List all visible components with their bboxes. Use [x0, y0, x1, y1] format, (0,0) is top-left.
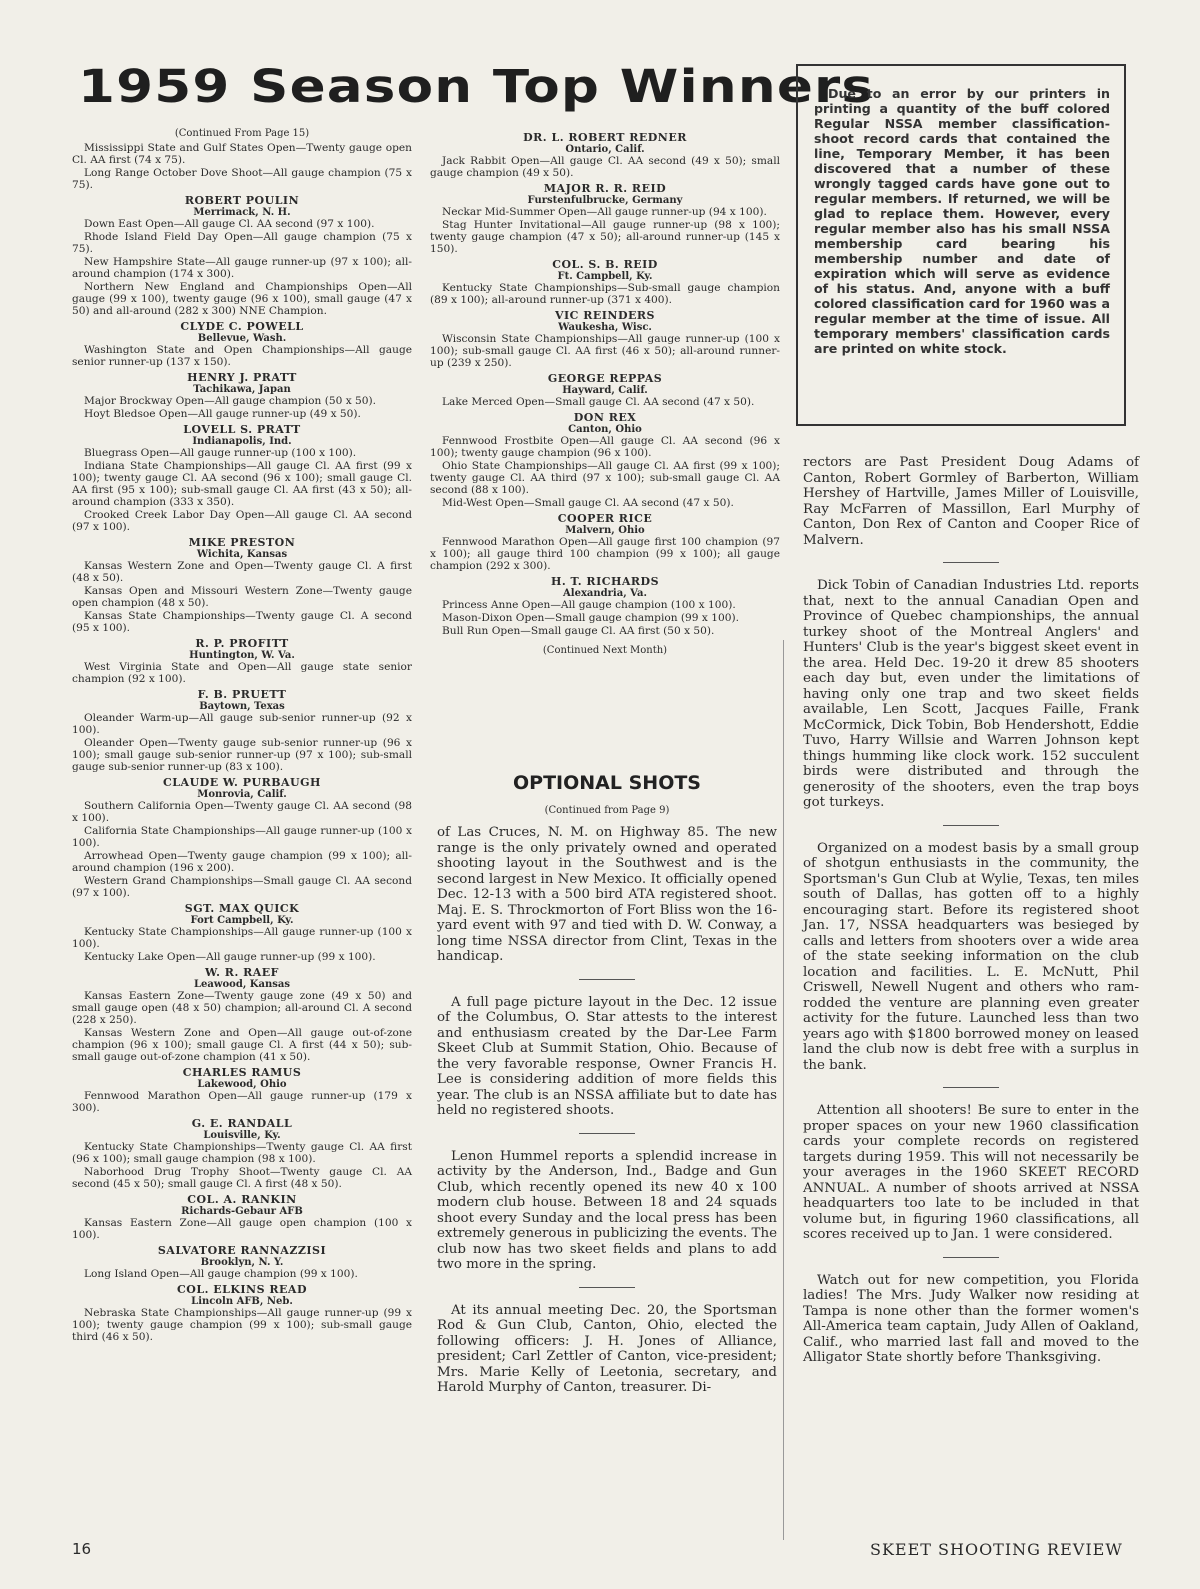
winner-location: Fort Campbell, Ky. — [190, 915, 294, 926]
entry-line: Bull Run Open—Small gauge Cl. AA first (50 x 50). — [442, 625, 715, 637]
entry-line: Kansas Western Zone and Open—All gauge out-of-zone champion (96 x 100); small gauge Cl. A first (44 x 50); sub-small gauge out-of-zone champion (41 x 50). — [72, 1027, 412, 1063]
winner-location: Baytown, Texas — [199, 701, 285, 712]
body-paragraph: rectors are Past President Doug Adams of Canton, Robert Gormley of Barberton, William Hershey of Hartville, James Miller of Louisville, Ray McFarren of Massillon, Earl Murphy of Canton, Don Rex of Canton and Cooper Rice of Malvern. — [803, 455, 1139, 548]
winner-entry — [72, 321, 412, 368]
paragraph-separator — [579, 1287, 635, 1288]
winner-name: COL. ELKINS READ — [177, 1283, 307, 1296]
optional-continued-note: (Continued from Page 9) — [544, 805, 670, 816]
winner-location: Alexandria, Va. — [563, 588, 647, 599]
body-paragraph: Dick Tobin of Canadian Industries Ltd. reports that, next to the annual Canadian Open and Province of Quebec championships, the annual turkey shoot of the Montreal Anglers' and Hunters' Club is the year's biggest skeet event in the area. Held Dec. 19-20 it drew 85 shooters each day but, even under the limitations of having only one trap and two skeet fields available, Len Scott, Jacques Faille, Frank McCormick, Dick Tobin, Bob Hendershott, Eddie Tuvo, Harry Willsie and Warren Johnson kept things humming like clock work. 152 succulent birds were distributed and through the generosity of the shooters, even the trap boys got turkeys. — [803, 578, 1139, 810]
winner-entry — [430, 183, 780, 255]
column-3-body — [803, 455, 1139, 1396]
winner-location: Brooklyn, N. Y. — [200, 1257, 284, 1268]
entry-line: Oleander Warm-up—All gauge sub-senior runner-up (92 x 100). — [72, 712, 412, 736]
entry-line: Kansas Western Zone and Open—Twenty gauge Cl. A first (48 x 50). — [72, 560, 412, 584]
paragraph-separator — [579, 979, 635, 980]
winner-entry — [430, 576, 780, 637]
winner-location: Canton, Ohio — [568, 424, 642, 435]
entry-line: Bluegrass Open—All gauge runner-up (100 x 100). — [84, 447, 357, 459]
winner-name: VIC REINDERS — [555, 309, 655, 322]
entry-line: Northern New England and Championships Open—All gauge (99 x 100), twenty gauge (96 x 100), small gauge (47 x 50) and all-around (282 x 300) NNE Champion. — [72, 281, 412, 317]
continued-from-note: (Continued From Page 15) — [174, 128, 310, 139]
winner-entry — [430, 513, 780, 572]
winner-entry — [72, 195, 412, 317]
entry-line: California State Championships—All gauge runner-up (100 x 100). — [72, 825, 412, 849]
entry-line: Wisconsin State Championships—All gauge runner-up (100 x 100); sub-small gauge Cl. AA first (46 x 50); all-around runner-up (239 x 250). — [430, 333, 780, 369]
winner-location: Hayward, Calif. — [562, 385, 648, 396]
winner-location: Huntington, W. Va. — [189, 650, 295, 661]
winner-entry — [72, 903, 412, 963]
winners-list-2 — [430, 132, 780, 637]
winner-name: ROBERT POULIN — [184, 194, 300, 207]
entry-line: West Virginia State and Open—All gauge state senior champion (92 x 100). — [72, 661, 412, 685]
winner-name: SGT. MAX QUICK — [184, 902, 300, 915]
winner-location: Malvern, Ohio — [565, 525, 645, 536]
entry-line: Major Brockway Open—All gauge champion (50 x 50). — [84, 395, 377, 407]
entry-line: Kansas Eastern Zone—Twenty gauge zone (49 x 50) and small gauge open (48 x 50) champion; all-around Cl. A second (228 x 250). — [72, 990, 412, 1026]
winner-name: R. P. PROFITT — [195, 637, 289, 650]
winner-entry — [430, 373, 780, 408]
winner-entry — [430, 310, 780, 369]
entry-line: Jack Rabbit Open—All gauge Cl. AA second (49 x 50); small gauge champion (49 x 50). — [430, 155, 780, 179]
winner-name: MIKE PRESTON — [188, 536, 296, 549]
entry-line: Fennwood Marathon Open—All gauge runner-up (179 x 300). — [72, 1090, 412, 1114]
winner-entry — [72, 689, 412, 773]
entry-line: Kentucky State Championships—All gauge runner-up (100 x 100). — [72, 926, 412, 950]
continued-next-note: (Continued Next Month) — [542, 645, 668, 656]
winner-name: G. E. RANDALL — [191, 1117, 293, 1130]
winner-location: Merrimack, N. H. — [193, 207, 291, 218]
entry-line: Kansas Eastern Zone—All gauge open champion (100 x 100). — [72, 1217, 412, 1241]
entry-line: Western Grand Championships—Small gauge Cl. AA second (97 x 100). — [72, 875, 412, 899]
winner-entry — [72, 1118, 412, 1190]
winner-entry — [72, 537, 412, 634]
winner-entry — [72, 1067, 412, 1114]
winner-location: Lincoln AFB, Neb. — [191, 1296, 293, 1307]
entry-line: Neckar Mid-Summer Open—All gauge runner-up (94 x 100). — [442, 206, 767, 218]
entry-line: Fennwood Frostbite Open—All gauge Cl. AA second (96 x 100); twenty gauge champion (96 x 100). — [430, 435, 780, 459]
winner-name: F. B. PRUETT — [197, 688, 287, 701]
winner-entry — [72, 372, 412, 420]
entry-line: Mason-Dixon Open—Small gauge champion (99 x 100). — [442, 612, 739, 624]
entry-line: Ohio State Championships—All gauge Cl. AA first (99 x 100); twenty gauge Cl. AA third (97 x 100); sub-small gauge Cl. AA second (88 x 100). — [430, 460, 780, 496]
winner-name: LOVELL S. PRATT — [183, 423, 301, 436]
entry-line: Lake Merced Open—Small gauge Cl. AA second (47 x 50). — [442, 396, 755, 408]
winner-name: CLAUDE W. PURBAUGH — [163, 776, 321, 789]
entry-line: Princess Anne Open—All gauge champion (100 x 100). — [442, 599, 736, 611]
body-paragraph: A full page picture layout in the Dec. 12 issue of the Columbus, O. Star attests to the interest and enthusiasm created by the Dar-Lee Farm Skeet Club at Summit Station, Ohio. Because of the very favorable response, Owner Francis H. Lee is considering addition of more fields this year. The club is an NSSA affiliate but to date has held no registered shoots. — [437, 994, 777, 1118]
winner-entry — [430, 132, 780, 179]
entry-line: Kentucky Lake Open—All gauge runner-up (99 x 100). — [84, 951, 376, 963]
entry-line: Naborhood Drug Trophy Shoot—Twenty gauge Cl. AA second (45 x 50); small gauge Cl. A first (48 x 50). — [72, 1166, 412, 1190]
winner-location: Bellevue, Wash. — [197, 333, 287, 344]
winner-name: GEORGE REPPAS — [547, 372, 663, 385]
winners-column-2 — [430, 128, 780, 659]
body-paragraph: of Las Cruces, N. M. on Highway 85. The new range is the only privately owned and operated shooting layout in the Southwest and is the second largest in New Mexico. It officially opened Dec. 12-13 with a 500 bird ATA registered shoot. Maj. E. S. Throckmorton of Fort Bliss won the 16-yard event with 97 and tied with D. W. Conway, a long time NSSA director from Clint, Texas in the handicap. — [437, 825, 777, 964]
winner-entry — [430, 412, 780, 509]
body-paragraph: Watch out for new competition, you Florida ladies! The Mrs. Judy Walker now residing at Tampa is none other than the former women's All-America team captain, Judy Allen of Oakland, Calif., who married last fall and moved to the Alligator State shortly before Thanksgiving. — [803, 1272, 1139, 1365]
winner-location: Indianapolis, Ind. — [192, 436, 292, 447]
winner-name: CLYDE C. POWELL — [180, 320, 304, 333]
entry-line: New Hampshire State—All gauge runner-up (97 x 100); all-around champion (174 x 300). — [72, 256, 412, 280]
body-paragraph: At its annual meeting Dec. 20, the Sportsman Rod & Gun Club, Canton, Ohio, elected the following officers: J. H. Jones of Alliance, president; Carl Zettler of Canton, vice-president; Mrs. Marie Kelly of Leetonia, secretary, and Harold Murphy of Canton, treasurer. Di- — [437, 1302, 777, 1395]
winner-location: Lakewood, Ohio — [197, 1079, 287, 1090]
page-number: 16 — [72, 1540, 92, 1558]
winner-name: H. T. RICHARDS — [550, 575, 660, 588]
winner-name: SALVATORE RANNAZZISI — [157, 1244, 327, 1257]
optional-shots-body — [437, 825, 777, 1426]
entry-line: Kentucky State Championships—Twenty gauge Cl. AA first (96 x 100); small gauge champion (98 x 100). — [72, 1141, 412, 1165]
intro-entries — [72, 142, 412, 191]
entry-line: Washington State and Open Championships—All gauge senior runner-up (137 x 150). — [72, 344, 412, 368]
winner-entry — [72, 638, 412, 685]
winner-name: CHARLES RAMUS — [182, 1066, 302, 1079]
publication-name: SKEET SHOOTING REVIEW — [870, 1540, 1123, 1559]
entry-line: Kansas Open and Missouri Western Zone—Twenty gauge open champion (48 x 50). — [72, 585, 412, 609]
winner-name: HENRY J. PRATT — [187, 371, 297, 384]
winner-name: COL. S. B. REID — [552, 258, 658, 271]
winner-name: MAJOR R. R. REID — [543, 182, 667, 195]
entry-line: Stag Hunter Invitational—All gauge runner-up (98 x 100); twenty gauge champion (47 x 50); all-around runner-up (145 x 150). — [430, 219, 780, 255]
winner-entry — [72, 777, 412, 899]
winner-location: Waukesha, Wisc. — [558, 322, 652, 333]
winner-location: Louisville, Ky. — [203, 1130, 281, 1141]
paragraph-separator — [943, 562, 999, 563]
winner-entry — [72, 967, 412, 1063]
winner-location: Ontario, Calif. — [565, 144, 645, 155]
entry-line: Long Range October Dove Shoot—All gauge champion (75 x 75). — [72, 167, 412, 191]
entry-line: Oleander Open—Twenty gauge sub-senior runner-up (96 x 100); small gauge sub-senior runner-up (97 x 100); sub-small gauge sub-senior runner-up (83 x 100). — [72, 737, 412, 773]
winner-location: Richards-Gebaur AFB — [181, 1206, 303, 1217]
winners-list-1 — [72, 195, 412, 1343]
paragraph-separator — [943, 1257, 999, 1258]
paragraph-separator — [943, 1087, 999, 1088]
winner-location: Wichita, Kansas — [196, 549, 288, 560]
entry-line: Mississippi State and Gulf States Open—Twenty gauge open Cl. AA first (74 x 75). — [72, 142, 412, 166]
winner-entry — [72, 1194, 412, 1241]
optional-shots-title: OPTIONAL SHOTS — [513, 772, 701, 794]
winner-location: Furstenfulbrucke, Germany — [527, 195, 683, 206]
entry-line: Long Island Open—All gauge champion (99 x 100). — [84, 1268, 358, 1280]
entry-line: Kansas State Championships—Twenty gauge Cl. A second (95 x 100). — [72, 610, 412, 634]
entry-line: Mid-West Open—Small gauge Cl. AA second (47 x 50). — [442, 497, 734, 509]
entry-line: Hoyt Bledsoe Open—All gauge runner-up (49 x 50). — [84, 408, 361, 420]
winner-name: W. R. RAEF — [205, 966, 279, 979]
paragraph-separator — [943, 825, 999, 826]
winner-entry — [430, 259, 780, 306]
entry-line: Rhode Island Field Day Open—All gauge champion (75 x 75). — [72, 231, 412, 255]
winner-location: Leawood, Kansas — [194, 979, 290, 990]
entry-line: Kentucky State Championships—Sub-small gauge champion (89 x 100); all-around runner-up (371 x 400). — [430, 282, 780, 306]
entry-line: Fennwood Marathon Open—All gauge first 100 champion (97 x 100); all gauge third 100 champion (99 x 100); all gauge champion (292 x 300). — [430, 536, 780, 572]
entry-line: Nebraska State Championships—All gauge runner-up (99 x 100); twenty gauge champion (99 x 100); sub-small gauge third (46 x 50). — [72, 1307, 412, 1343]
entry-line: Arrowhead Open—Twenty gauge champion (99 x 100); all-around champion (196 x 200). — [72, 850, 412, 874]
entry-line: Southern California Open—Twenty gauge Cl. AA second (98 x 100). — [72, 800, 412, 824]
body-paragraph: Organized on a modest basis by a small group of shotgun enthusiasts in the community, the Sportsman's Gun Club at Wylie, Texas, ten miles south of Dallas, has gotten off to a highly encouraging start. Before its registered shoot Jan. 17, NSSA headquarters was besieged by calls and letters from shooters over a wide area of the state seeking information on the club location and facilities. L. E. McNutt, Phil Criswell, Newell Nugent and others who ram-rodded the venture are planning even greater activity for the future. Launched less than two years ago with $1800 borrowed money on leased land the club now is debt free with a surplus in the bank. — [803, 840, 1139, 1073]
winner-location: Monrovia, Calif. — [197, 789, 287, 800]
paragraph-separator — [579, 1133, 635, 1134]
winner-entry — [72, 1245, 412, 1280]
winner-entry — [72, 1284, 412, 1343]
winner-location: Tachikawa, Japan — [193, 384, 291, 395]
entry-line: Indiana State Championships—All gauge Cl. AA first (99 x 100); twenty gauge Cl. AA second (96 x 100); small gauge Cl. AA first (95 x 100); sub-small gauge Cl. AA first (43 x 50); all-around champion (333 x 350). — [72, 460, 412, 508]
page-headline: 1959 Season Top Winners — [78, 60, 875, 113]
entry-line: Down East Open—All gauge Cl. AA second (97 x 100). — [84, 218, 375, 230]
printer-error-notice: Due to an error by our printers in printing a quantity of the buff colored Regular NSSA member classification-shoot record cards that contained the line, Temporary Member, it has been discovered that a number of these wrongly tagged cards have gone out to regular members. If returned, we will be glad to replace them. However, every regular member also has his small NSSA membership card bearing his membership number and date of expiration which will serve as evidence of his status. And, anyone with a buff colored classification card for 1960 was a regular member at the time of issue. All temporary members' classification cards are printed on white stock. — [796, 64, 1126, 426]
winner-location: Ft. Campbell, Ky. — [557, 271, 653, 282]
winner-name: COL. A. RANKIN — [187, 1193, 297, 1206]
winner-name: COOPER RICE — [557, 512, 653, 525]
body-paragraph: Attention all shooters! Be sure to enter in the proper spaces on your new 1960 classification cards your complete records on registered targets during 1959. This will not necessarily be your averages in the 1960 SKEET RECORD ANNUAL. A number of shoots arrived at NSSA headquarters too late to be included in that volume but, in figuring 1960 classifications, all scores received up to Jan. 1 were considered. — [803, 1103, 1139, 1242]
winners-column-1 — [72, 128, 412, 1344]
winner-entry — [72, 424, 412, 533]
body-paragraph: Lenon Hummel reports a splendid increase in activity by the Anderson, Ind., Badge and Gun Club, which recently opened its new 40 x 100 modern club house. Between 18 and 24 squads shoot every Sunday and the local press has been extremely generous in publicizing the events. The club now has two skeet fields and plans to add two more in the spring. — [437, 1148, 777, 1272]
column-divider — [783, 640, 784, 1540]
entry-line: Crooked Creek Labor Day Open—All gauge Cl. AA second (97 x 100). — [72, 509, 412, 533]
winner-name: DR. L. ROBERT REDNER — [523, 131, 687, 144]
winner-name: DON REX — [573, 411, 637, 424]
